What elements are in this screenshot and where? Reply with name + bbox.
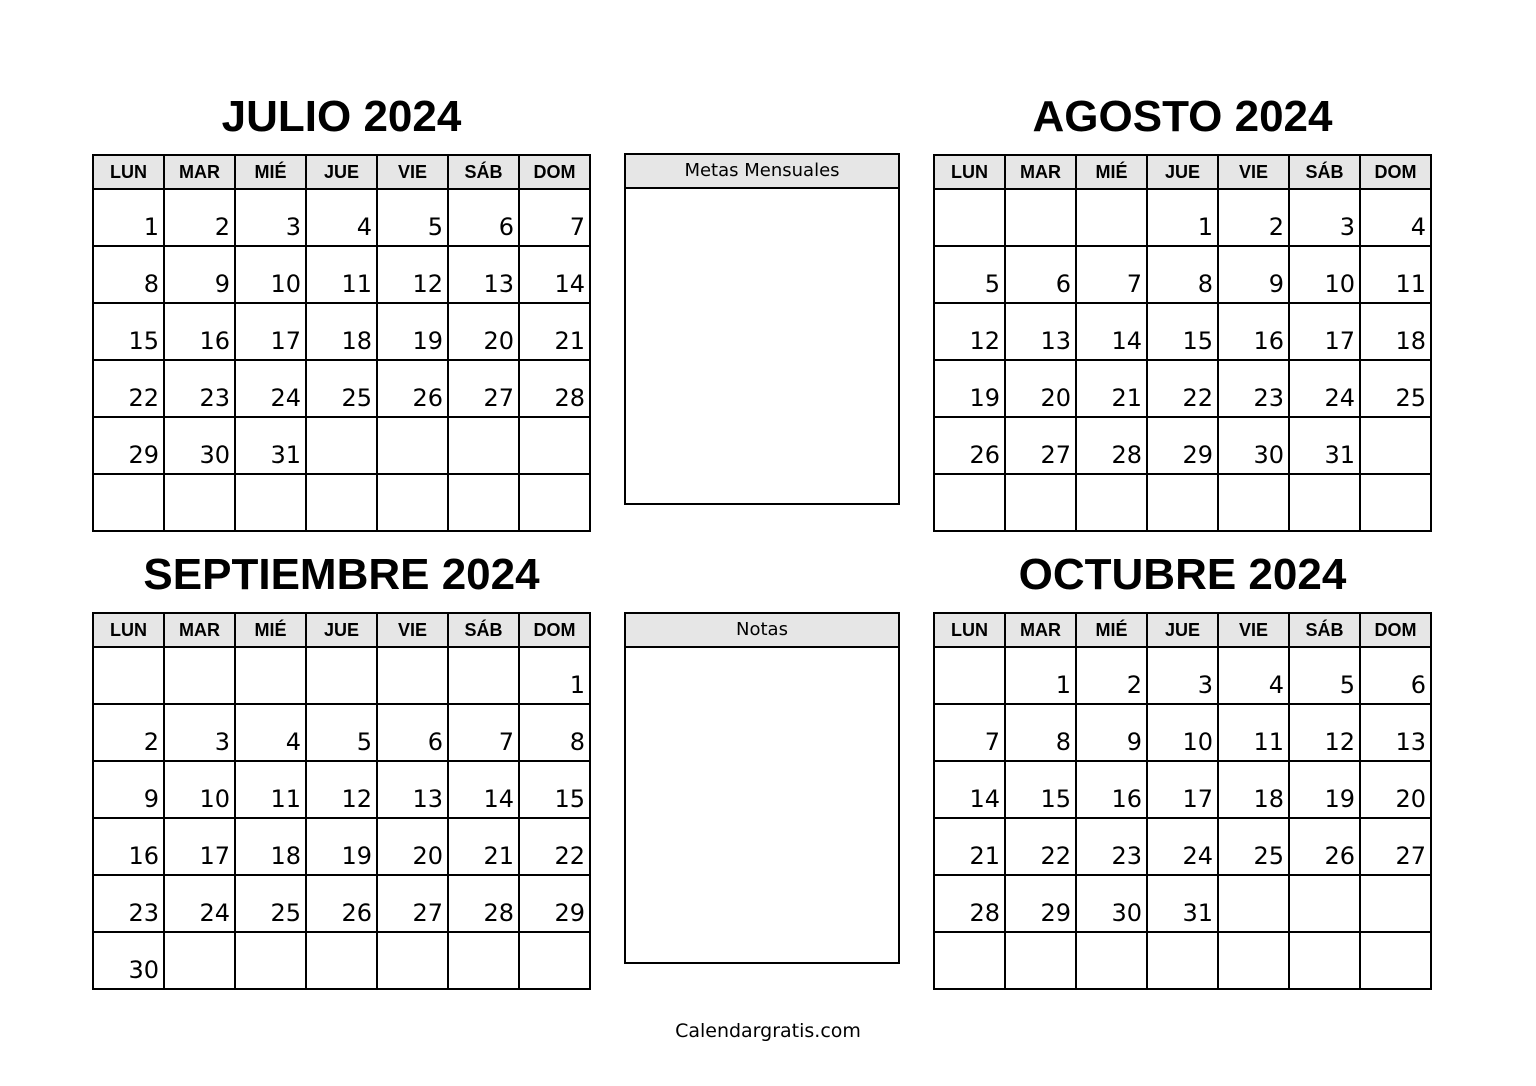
day-cell: 15: [93, 303, 164, 360]
day-cell: 19: [934, 360, 1005, 417]
day-cell: 18: [1360, 303, 1431, 360]
week-row: [934, 303, 1431, 360]
day-cell: 23: [93, 875, 164, 932]
week-row: [934, 818, 1431, 875]
day-cell: [1289, 932, 1360, 989]
day-cell: 25: [235, 875, 306, 932]
day-cell: 26: [377, 360, 448, 417]
week-row: [934, 246, 1431, 303]
calendar-grid-agosto: [933, 154, 1432, 532]
day-cell: [164, 932, 235, 989]
day-cell: 24: [1147, 818, 1218, 875]
day-cell: [1360, 417, 1431, 474]
day-cell: 18: [1218, 761, 1289, 818]
day-cell: [934, 189, 1005, 246]
day-cell: 4: [306, 189, 377, 246]
month-title-agosto: AGOSTO 2024: [1032, 92, 1333, 141]
day-cell: 23: [1076, 818, 1147, 875]
day-cell: 11: [235, 761, 306, 818]
day-cell: 1: [519, 647, 590, 704]
day-cell: 4: [1218, 647, 1289, 704]
day-cell: 19: [377, 303, 448, 360]
day-cell: 30: [93, 932, 164, 989]
weekday-header: JUE: [1147, 613, 1218, 647]
calendar-grid-julio: [92, 154, 591, 532]
day-cell: [519, 932, 590, 989]
day-cell: [1147, 932, 1218, 989]
day-cell: 6: [377, 704, 448, 761]
day-cell: 29: [1147, 417, 1218, 474]
day-cell: 28: [1076, 417, 1147, 474]
day-cell: 11: [1360, 246, 1431, 303]
day-cell: 18: [306, 303, 377, 360]
day-cell: 13: [1360, 704, 1431, 761]
day-cell: 15: [1147, 303, 1218, 360]
weekday-header: DOM: [519, 613, 590, 647]
day-cell: 20: [448, 303, 519, 360]
weekday-header: VIE: [1218, 613, 1289, 647]
day-cell: 5: [1289, 647, 1360, 704]
day-cell: 10: [1289, 246, 1360, 303]
day-cell: 1: [1005, 647, 1076, 704]
day-cell: 7: [519, 189, 590, 246]
day-cell: 13: [448, 246, 519, 303]
day-cell: 18: [235, 818, 306, 875]
weekday-header: MIÉ: [1076, 613, 1147, 647]
day-cell: [1218, 474, 1289, 531]
day-cell: 24: [235, 360, 306, 417]
day-cell: 8: [1005, 704, 1076, 761]
day-cell: 4: [235, 704, 306, 761]
day-cell: [93, 474, 164, 531]
week-row: [93, 360, 590, 417]
day-cell: [934, 932, 1005, 989]
weekday-header: SÁB: [1289, 155, 1360, 189]
weekday-header: LUN: [934, 613, 1005, 647]
weekday-header: VIE: [377, 613, 448, 647]
weekday-header: MAR: [1005, 155, 1076, 189]
day-cell: [1360, 875, 1431, 932]
week-row: [934, 875, 1431, 932]
weekday-header: JUE: [1147, 155, 1218, 189]
day-cell: 9: [1218, 246, 1289, 303]
week-row: [934, 360, 1431, 417]
weekday-header: MIÉ: [235, 155, 306, 189]
day-cell: 8: [519, 704, 590, 761]
day-cell: 15: [519, 761, 590, 818]
day-cell: 9: [164, 246, 235, 303]
weekday-header: JUE: [306, 613, 377, 647]
day-cell: 28: [934, 875, 1005, 932]
day-cell: 8: [1147, 246, 1218, 303]
month-title-septiembre: SEPTIEMBRE 2024: [143, 550, 540, 599]
day-cell: 28: [519, 360, 590, 417]
day-cell: 7: [448, 704, 519, 761]
day-cell: 4: [1360, 189, 1431, 246]
day-cell: 3: [1147, 647, 1218, 704]
weekday-header: DOM: [1360, 613, 1431, 647]
week-row: [93, 417, 590, 474]
week-row: [934, 932, 1431, 989]
day-cell: 26: [934, 417, 1005, 474]
day-cell: 25: [1360, 360, 1431, 417]
day-cell: 3: [235, 189, 306, 246]
day-cell: 23: [164, 360, 235, 417]
day-cell: [448, 417, 519, 474]
day-cell: [1076, 189, 1147, 246]
day-cell: [1076, 474, 1147, 531]
footer-site-name: Calendargratis.com: [675, 1020, 861, 1042]
day-cell: 11: [306, 246, 377, 303]
day-cell: 20: [1005, 360, 1076, 417]
day-cell: [235, 474, 306, 531]
calendar-grid-septiembre: [92, 612, 591, 990]
day-cell: [1360, 932, 1431, 989]
day-cell: 27: [377, 875, 448, 932]
day-cell: 30: [164, 417, 235, 474]
week-row: [934, 417, 1431, 474]
weekday-header-row: [934, 613, 1431, 647]
weekday-header: VIE: [1218, 155, 1289, 189]
day-cell: 17: [1147, 761, 1218, 818]
weekday-header: MAR: [1005, 613, 1076, 647]
day-cell: 9: [1076, 704, 1147, 761]
day-cell: 21: [1076, 360, 1147, 417]
weekday-header-row: [93, 155, 590, 189]
week-row: [93, 761, 590, 818]
day-cell: 25: [306, 360, 377, 417]
day-cell: 7: [1076, 246, 1147, 303]
day-cell: 15: [1005, 761, 1076, 818]
weekday-header: SÁB: [448, 155, 519, 189]
day-cell: 14: [1076, 303, 1147, 360]
day-cell: 29: [1005, 875, 1076, 932]
day-cell: 7: [934, 704, 1005, 761]
day-cell: 10: [235, 246, 306, 303]
day-cell: 24: [164, 875, 235, 932]
weekday-header: MIÉ: [235, 613, 306, 647]
day-cell: 29: [93, 417, 164, 474]
day-cell: 31: [1289, 417, 1360, 474]
day-cell: [377, 417, 448, 474]
day-cell: 22: [1147, 360, 1218, 417]
day-cell: 26: [1289, 818, 1360, 875]
day-cell: [519, 417, 590, 474]
week-row: [934, 647, 1431, 704]
day-cell: 27: [1360, 818, 1431, 875]
day-cell: 17: [164, 818, 235, 875]
day-cell: 14: [934, 761, 1005, 818]
day-cell: 22: [93, 360, 164, 417]
day-cell: 12: [377, 246, 448, 303]
day-cell: [1005, 189, 1076, 246]
day-cell: [448, 932, 519, 989]
month-title-julio: JULIO 2024: [221, 92, 462, 141]
weekday-header: JUE: [306, 155, 377, 189]
day-cell: [1005, 474, 1076, 531]
day-cell: 6: [448, 189, 519, 246]
day-cell: [1005, 932, 1076, 989]
day-cell: [306, 417, 377, 474]
week-row: [934, 474, 1431, 531]
day-cell: [306, 474, 377, 531]
week-row: [93, 818, 590, 875]
weekday-header: SÁB: [448, 613, 519, 647]
day-cell: 23: [1218, 360, 1289, 417]
day-cell: [164, 474, 235, 531]
day-cell: [934, 647, 1005, 704]
week-row: [934, 704, 1431, 761]
day-cell: 5: [377, 189, 448, 246]
day-cell: 10: [1147, 704, 1218, 761]
week-row: [934, 761, 1431, 818]
day-cell: [235, 647, 306, 704]
day-cell: [1147, 474, 1218, 531]
day-cell: 8: [93, 246, 164, 303]
day-cell: 20: [377, 818, 448, 875]
day-cell: 31: [1147, 875, 1218, 932]
day-cell: 25: [1218, 818, 1289, 875]
monthly-goals-box[interactable]: [624, 153, 900, 505]
weekday-header: VIE: [377, 155, 448, 189]
day-cell: [448, 474, 519, 531]
day-cell: 12: [934, 303, 1005, 360]
day-cell: 14: [519, 246, 590, 303]
day-cell: 20: [1360, 761, 1431, 818]
week-row: [93, 246, 590, 303]
week-row: [934, 189, 1431, 246]
day-cell: [1218, 875, 1289, 932]
day-cell: 30: [1218, 417, 1289, 474]
day-cell: 21: [448, 818, 519, 875]
week-row: [93, 704, 590, 761]
weekday-header: LUN: [934, 155, 1005, 189]
day-cell: 13: [1005, 303, 1076, 360]
week-row: [93, 875, 590, 932]
day-cell: 31: [235, 417, 306, 474]
notes-box[interactable]: [624, 612, 900, 964]
day-cell: 5: [934, 246, 1005, 303]
weekday-header: MIÉ: [1076, 155, 1147, 189]
weekday-header-row: [934, 155, 1431, 189]
day-cell: 24: [1289, 360, 1360, 417]
day-cell: [934, 474, 1005, 531]
weekday-header: LUN: [93, 155, 164, 189]
day-cell: 3: [1289, 189, 1360, 246]
weekday-header: MAR: [164, 613, 235, 647]
day-cell: [164, 647, 235, 704]
weekday-header: MAR: [164, 155, 235, 189]
day-cell: [1076, 932, 1147, 989]
day-cell: 19: [1289, 761, 1360, 818]
week-row: [93, 303, 590, 360]
day-cell: 3: [164, 704, 235, 761]
day-cell: 30: [1076, 875, 1147, 932]
day-cell: 16: [164, 303, 235, 360]
day-cell: [377, 474, 448, 531]
day-cell: 16: [1076, 761, 1147, 818]
day-cell: 22: [519, 818, 590, 875]
day-cell: 2: [1218, 189, 1289, 246]
weekday-header: DOM: [1360, 155, 1431, 189]
day-cell: 29: [519, 875, 590, 932]
day-cell: [377, 932, 448, 989]
day-cell: 10: [164, 761, 235, 818]
day-cell: 17: [235, 303, 306, 360]
day-cell: [306, 647, 377, 704]
day-cell: [448, 647, 519, 704]
week-row: [93, 932, 590, 989]
day-cell: 5: [306, 704, 377, 761]
day-cell: 27: [1005, 417, 1076, 474]
day-cell: [93, 647, 164, 704]
day-cell: 28: [448, 875, 519, 932]
day-cell: 17: [1289, 303, 1360, 360]
day-cell: [235, 932, 306, 989]
day-cell: 1: [93, 189, 164, 246]
day-cell: [519, 474, 590, 531]
day-cell: 12: [1289, 704, 1360, 761]
weekday-header: SÁB: [1289, 613, 1360, 647]
day-cell: 22: [1005, 818, 1076, 875]
day-cell: [1218, 932, 1289, 989]
weekday-header-row: [93, 613, 590, 647]
day-cell: 16: [1218, 303, 1289, 360]
day-cell: 19: [306, 818, 377, 875]
day-cell: [306, 932, 377, 989]
day-cell: 9: [93, 761, 164, 818]
day-cell: 16: [93, 818, 164, 875]
day-cell: 27: [448, 360, 519, 417]
week-row: [93, 647, 590, 704]
day-cell: 6: [1360, 647, 1431, 704]
weekday-header: LUN: [93, 613, 164, 647]
calendar-grid-octubre: [933, 612, 1432, 990]
day-cell: [1360, 474, 1431, 531]
notes-header: Notas: [626, 614, 898, 648]
weekday-header: DOM: [519, 155, 590, 189]
day-cell: 26: [306, 875, 377, 932]
day-cell: 2: [1076, 647, 1147, 704]
day-cell: 21: [934, 818, 1005, 875]
week-row: [93, 474, 590, 531]
day-cell: [1289, 474, 1360, 531]
day-cell: 2: [164, 189, 235, 246]
day-cell: 2: [93, 704, 164, 761]
week-row: [93, 189, 590, 246]
day-cell: 6: [1005, 246, 1076, 303]
day-cell: 1: [1147, 189, 1218, 246]
day-cell: [1289, 875, 1360, 932]
day-cell: 11: [1218, 704, 1289, 761]
day-cell: 13: [377, 761, 448, 818]
month-title-octubre: OCTUBRE 2024: [1018, 550, 1347, 599]
monthly-goals-header: Metas Mensuales: [626, 155, 898, 189]
day-cell: 12: [306, 761, 377, 818]
day-cell: 14: [448, 761, 519, 818]
day-cell: 21: [519, 303, 590, 360]
day-cell: [377, 647, 448, 704]
